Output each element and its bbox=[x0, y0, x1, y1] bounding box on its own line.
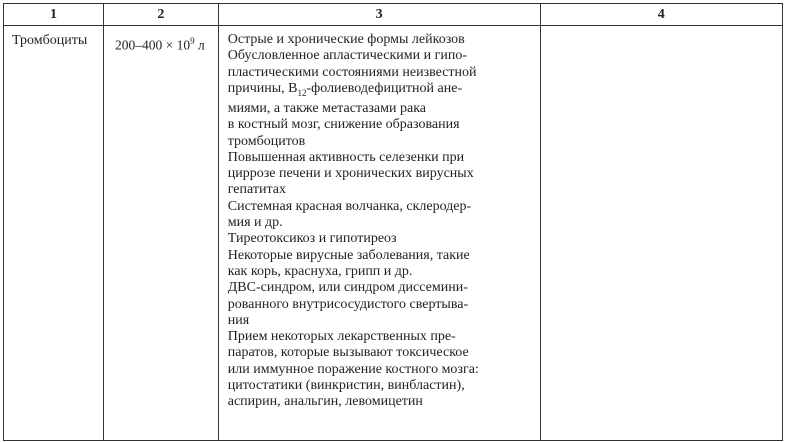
causes-line: Обусловленное апластическими и гипо- bbox=[227, 48, 468, 64]
header-col-2: 2 bbox=[103, 4, 218, 26]
causes-text bbox=[219, 26, 540, 411]
causes-line: паратов, которые вызывают токсическое bbox=[227, 345, 469, 361]
causes-line: тромбоцитов bbox=[227, 133, 306, 149]
causes-line: Повышенная активность селезенки при bbox=[227, 149, 465, 165]
causes-line: цитостатики (винкристин, винбластин), bbox=[227, 378, 465, 394]
causes-line: аспирин, анальгин, левомицетин bbox=[227, 394, 423, 410]
causes-line: миями, а также метастазами рака bbox=[227, 100, 427, 116]
causes-line: Прием некоторых лекарственных пре- bbox=[227, 329, 456, 345]
header-row bbox=[4, 4, 783, 26]
cell-causes bbox=[218, 26, 540, 441]
norm-base: 200–400 × 10 bbox=[114, 37, 191, 53]
indicator-name: Тромбоциты bbox=[12, 33, 88, 48]
norm-value bbox=[104, 26, 218, 54]
causes-line: в костный мозг, снижение образования bbox=[227, 117, 460, 133]
causes-line: ния bbox=[227, 312, 250, 328]
cell-name bbox=[4, 26, 104, 441]
causes-line: или иммунное поражение костного мозга: bbox=[227, 361, 479, 377]
causes-line: Системная красная волчанка, склеродер- bbox=[227, 198, 472, 214]
causes-line: ДВС-синдром, или синдром диссемини- bbox=[227, 280, 468, 296]
causes-line: пластическими состояниями неизвестной bbox=[227, 64, 477, 80]
causes-line: гепатитах bbox=[227, 182, 286, 198]
causes-line: причины, $B_{12}$-фолиеводефицитной ане- bbox=[227, 80, 463, 98]
norm-unit: л bbox=[194, 37, 205, 53]
header-col-4: 4 bbox=[540, 4, 782, 26]
header-col-3: 3 bbox=[218, 4, 540, 26]
causes-line: как корь, краснуха, грипп и др. bbox=[227, 263, 413, 279]
causes-line: Некоторые вирусные заболевания, такие bbox=[227, 247, 470, 263]
causes-line: рованного внутрисосудистого свертыва- bbox=[227, 296, 469, 312]
causes-line: Тиреотоксикоз и гипотиреоз bbox=[227, 231, 397, 247]
data-table bbox=[3, 3, 783, 441]
norm-exponent: 9 bbox=[190, 36, 195, 46]
causes-line: мия и др. bbox=[227, 215, 283, 231]
causes-line: Острые и хронические формы лейкозов bbox=[227, 32, 465, 47]
cell-norm bbox=[103, 26, 218, 441]
table-row bbox=[4, 26, 783, 441]
cell-col4 bbox=[540, 26, 782, 441]
causes-line: циррозе печени и хронических вирусных bbox=[227, 166, 474, 182]
header-col-1: 1 bbox=[4, 4, 104, 26]
